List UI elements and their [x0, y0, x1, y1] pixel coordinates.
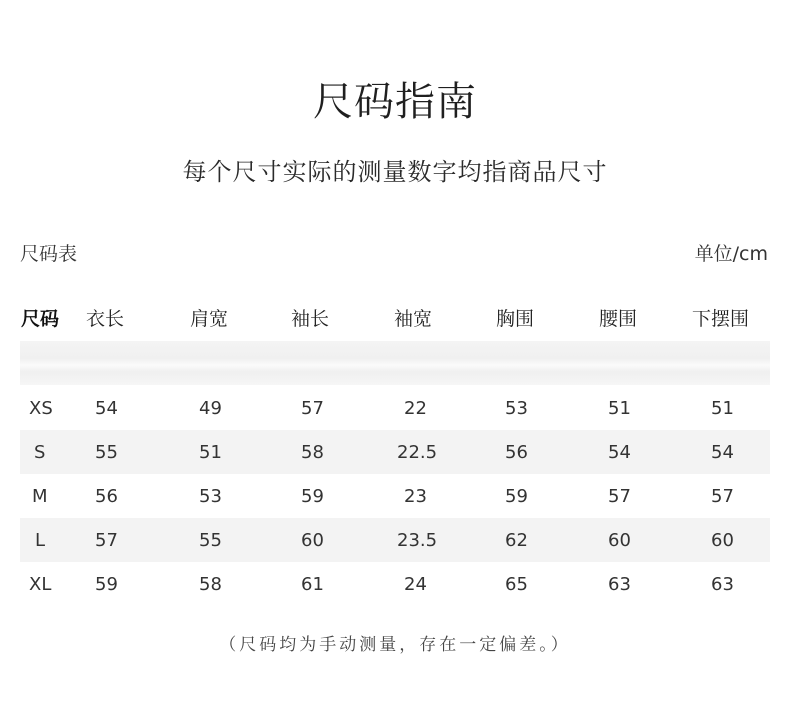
page-title: 尺码指南	[313, 79, 477, 125]
cell-waist: 63	[608, 574, 631, 595]
table-row	[20, 518, 770, 562]
cell-size: XL	[29, 574, 52, 595]
cell-sleeve-width: 24	[404, 574, 427, 595]
header-hem: 下摆围	[692, 308, 750, 330]
cell-size: M	[32, 486, 48, 507]
cell-sleeve-length: 59	[301, 486, 324, 507]
cell-length: 54	[95, 398, 118, 419]
cell-chest: 59	[505, 486, 528, 507]
cell-length: 55	[95, 442, 118, 463]
cell-hem: 51	[711, 398, 734, 419]
header-shoulder: 肩宽	[190, 308, 229, 330]
cell-waist: 51	[608, 398, 631, 419]
cell-sleeve-width: 22	[404, 398, 427, 419]
cell-waist: 57	[608, 486, 631, 507]
cell-hem: 63	[711, 574, 734, 595]
cell-size: S	[34, 442, 46, 463]
header-waist: 腰围	[599, 308, 638, 330]
table-row	[20, 562, 770, 606]
table-header-row	[0, 304, 790, 332]
cell-chest: 53	[505, 398, 528, 419]
cell-shoulder: 51	[199, 442, 222, 463]
header-sleeve-width: 袖宽	[394, 308, 433, 330]
header-chest: 胸围	[496, 308, 535, 330]
cell-sleeve-length: 60	[301, 530, 324, 551]
cell-shoulder: 55	[199, 530, 222, 551]
header-length: 衣长	[86, 308, 125, 330]
size-table-label: 尺码表	[20, 243, 78, 265]
table-row	[20, 430, 770, 474]
table-separator-band	[20, 341, 770, 385]
unit-label: 单位/cm	[694, 243, 768, 265]
cell-sleeve-length: 57	[301, 398, 324, 419]
cell-size: XS	[29, 398, 53, 419]
header-sleeve-length: 袖长	[291, 308, 330, 330]
table-row	[20, 474, 770, 518]
cell-length: 57	[95, 530, 118, 551]
cell-chest: 62	[505, 530, 528, 551]
cell-shoulder: 53	[199, 486, 222, 507]
cell-chest: 56	[505, 442, 528, 463]
cell-sleeve-width: 23.5	[397, 530, 438, 551]
cell-length: 59	[95, 574, 118, 595]
cell-sleeve-width: 23	[404, 486, 427, 507]
cell-hem: 54	[711, 442, 734, 463]
cell-length: 56	[95, 486, 118, 507]
cell-chest: 65	[505, 574, 528, 595]
page-subtitle: 每个尺寸实际的测量数字均指商品尺寸	[182, 158, 608, 186]
measurement-note: （尺码均为手动测量，存在一定偏差。）	[219, 635, 571, 655]
cell-sleeve-width: 22.5	[397, 442, 438, 463]
cell-size: L	[35, 530, 46, 551]
cell-sleeve-length: 61	[301, 574, 324, 595]
cell-hem: 57	[711, 486, 734, 507]
cell-shoulder: 49	[199, 398, 222, 419]
table-row	[20, 386, 770, 430]
cell-waist: 60	[608, 530, 631, 551]
cell-waist: 54	[608, 442, 631, 463]
cell-shoulder: 58	[199, 574, 222, 595]
cell-hem: 60	[711, 530, 734, 551]
header-size: 尺码	[21, 308, 60, 330]
cell-sleeve-length: 58	[301, 442, 324, 463]
